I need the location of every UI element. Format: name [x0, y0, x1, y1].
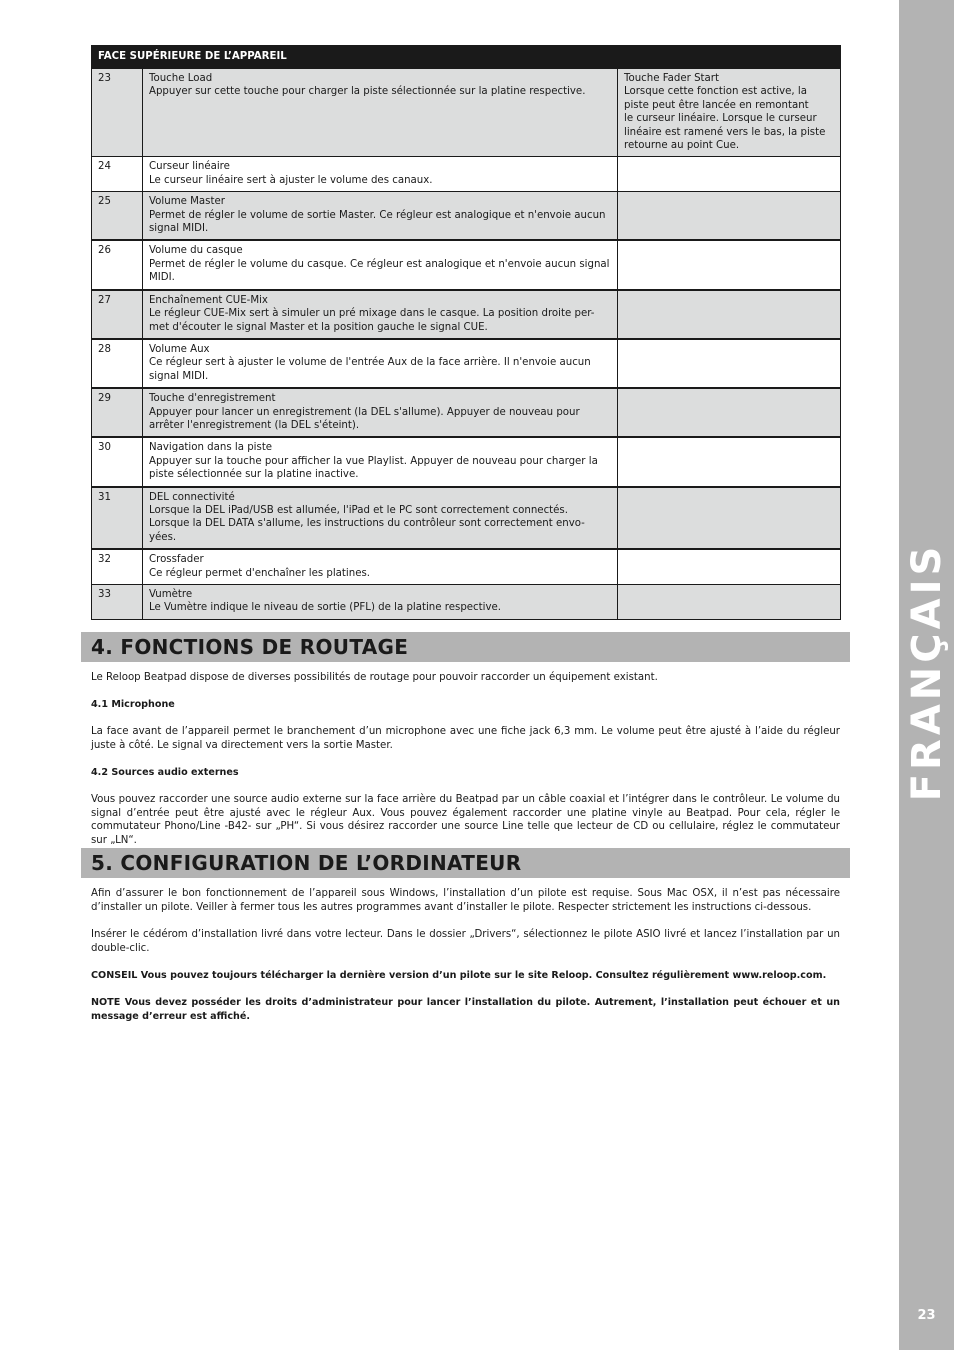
- section-4-title: 4. FONCTIONS DE ROUTAGE: [91, 635, 409, 659]
- row-description: [143, 339, 618, 388]
- control-description-line: Lorsque la DEL DATA s'allume, les instructions du contrôleur sont correctement envo-: [149, 518, 585, 530]
- row-number: 32: [92, 549, 143, 584]
- control-description-line: Appuyer sur cette touche pour charger la piste sélectionnée sur la platine respective.: [149, 86, 586, 98]
- language-label: FRANÇAIS: [904, 542, 950, 802]
- control-description-line: Appuyer pour lancer un enregistrement (la DEL s'allume). Appuyer de nouveau pour: [149, 406, 580, 418]
- control-name: Enchaînement CUE-Mix: [149, 294, 268, 306]
- section-5-paragraph-1: Afin d’assurer le bon fonctionnement de l’appareil sous Windows, l’installation d’un pilote est requise. Sous Mac OSX, il n’est pas nécessaire d’installer un pilote. Veiller à fermer tous les autres programmes avant d’installer le pilote. Respecter strictement les instructions ci-dessous.: [91, 888, 840, 913]
- subsection-4-2-text: Vous pouvez raccorder une source audio externe sur la face arrière du Beatpad par un câble coaxial et l’intégrer dans le contrôleur. Le volume du signal d’entrée peut être ajusté avec le régleur Aux. Vous pouvez également raccorder une platine vinyle au Beatpad. Pour cela, régler le commutateur Phono/Line -B42- sur „PH“. Si vous désirez raccorder une source Line telle que lecteur de CD ou cellulaire, réglez le commutateur sur „LN“.: [91, 794, 840, 846]
- row-number: 27: [92, 290, 143, 339]
- table-row: [92, 388, 841, 437]
- table-row: [92, 192, 841, 241]
- table-row: [92, 487, 841, 550]
- section-5-heading-bar: [81, 848, 850, 878]
- row-description: [143, 388, 618, 437]
- subsection-4-1-title: 4.1 Microphone: [91, 699, 175, 710]
- row-description: [143, 157, 618, 192]
- section-5-paragraph-2: Insérer le cédérom d’installation livré dans votre lecteur. Dans le dossier „Drivers“, sélectionnez le pilote ASIO livré et lancez l’installation par un double-clic.: [91, 929, 840, 954]
- control-description-line: met d'écouter le signal Master et la position gauche le signal CUE.: [149, 321, 488, 333]
- table-row: [92, 290, 841, 339]
- control-name: Volume Aux: [149, 343, 210, 355]
- control-description-line: Ce régleur sert à ajuster le volume de l'entrée Aux de la face arrière. Il n'envoie aucun: [149, 357, 591, 369]
- table-row: [92, 437, 841, 486]
- control-description-line: Appuyer sur la touche pour afficher la vue Playlist. Appuyer de nouveau pour charger la: [149, 455, 598, 467]
- control-name: Touche d'enregistrement: [149, 393, 276, 405]
- row-extra-function: [618, 240, 841, 289]
- row-extra-function: [618, 487, 841, 550]
- row-description: [143, 290, 618, 339]
- control-name: Crossfader: [149, 554, 204, 566]
- row-description: [143, 192, 618, 241]
- control-description-line: signal MIDI.: [149, 370, 209, 382]
- row-number: 25: [92, 192, 143, 241]
- table-row: [92, 585, 841, 620]
- control-name: Curseur linéaire: [149, 161, 230, 173]
- subsection-4-2-title: 4.2 Sources audio externes: [91, 767, 239, 778]
- row-number: 33: [92, 585, 143, 620]
- extra-function-line: piste peut être lancée en remontant: [624, 99, 809, 111]
- control-description-line: Le curseur linéaire sert à ajuster le volume des canaux.: [149, 174, 433, 186]
- row-description: [143, 69, 618, 157]
- row-extra-function: [618, 437, 841, 486]
- control-description-line: Permet de régler le volume de sortie Master. Ce régleur est analogique et n'envoie aucun: [149, 209, 606, 221]
- tip-note: CONSEIL Vous pouvez toujours télécharger la dernière version d’un pilote sur le site Reloop. Consultez régulièrement www.reloop.com.: [91, 970, 827, 981]
- row-extra-function: [618, 290, 841, 339]
- row-number: 28: [92, 339, 143, 388]
- control-name: Navigation dans la piste: [149, 442, 273, 454]
- control-description-line: Lorsque la DEL iPad/USB est allumée, l'iPad et le PC sont correctement connectés.: [149, 504, 568, 516]
- table-row: [92, 69, 841, 157]
- control-description-line: yées.: [149, 531, 177, 543]
- control-name: Volume du casque: [149, 245, 243, 257]
- control-name: Touche Load: [149, 73, 213, 84]
- table-header: FACE SUPÉRIEURE DE L’APPAREIL: [92, 46, 841, 69]
- row-description: [143, 240, 618, 289]
- section-5-title: 5. CONFIGURATION DE L’ORDINATEUR: [91, 851, 522, 875]
- table-row: [92, 339, 841, 388]
- row-number: 26: [92, 240, 143, 289]
- control-description-line: MIDI.: [149, 272, 175, 284]
- row-number: 29: [92, 388, 143, 437]
- row-number: 31: [92, 487, 143, 550]
- control-description-line: arrêter l'enregistrement (la DEL s'éteint).: [149, 419, 360, 431]
- row-number: 23: [92, 69, 143, 157]
- control-name: DEL connectivité: [149, 491, 235, 503]
- subsection-4-1-text: La face avant de l’appareil permet le branchement d’un microphone avec une fiche jack 6,3 mm. Le volume peut être ajusté à l’aide du régleur juste à côté. Le signal va directement vers la sortie Master.: [91, 726, 840, 751]
- table-row: [92, 157, 841, 192]
- row-description: [143, 549, 618, 584]
- control-description-line: signal MIDI.: [149, 223, 209, 235]
- row-number: 24: [92, 157, 143, 192]
- control-name: Vumètre: [149, 589, 193, 600]
- table-row: [92, 240, 841, 289]
- row-extra-function: [618, 549, 841, 584]
- extra-function-line: linéaire est ramené vers le bas, la piste: [624, 126, 826, 138]
- control-description-line: Permet de régler le volume du casque. Ce régleur est analogique et n'envoie aucun signal: [149, 258, 610, 270]
- section-4-intro: Le Reloop Beatpad dispose de diverses possibilités de routage pour pouvoir raccorder un équipement existant.: [91, 672, 658, 683]
- extra-function-line: le curseur linéaire. Lorsque le curseur: [624, 113, 817, 125]
- extra-function-line: Lorsque cette fonction est active, la: [624, 86, 807, 98]
- row-extra-function: [618, 69, 841, 157]
- row-description: [143, 585, 618, 620]
- extra-function-line: retourne au point Cue.: [624, 140, 740, 152]
- extra-function-line: Touche Fader Start: [624, 73, 719, 84]
- admin-note: NOTE Vous devez posséder les droits d’administrateur pour lancer l’installation du pilote. Autrement, l’installation peut échouer et un message d’erreur est affiché.: [91, 997, 840, 1022]
- table-row: [92, 549, 841, 584]
- page-number: 23: [917, 1308, 936, 1323]
- row-description: [143, 437, 618, 486]
- row-extra-function: [618, 585, 841, 620]
- row-number: 30: [92, 437, 143, 486]
- controls-table: [91, 45, 841, 620]
- row-extra-function: [618, 192, 841, 241]
- control-description-line: Ce régleur permet d'enchaîner les platines.: [149, 567, 371, 579]
- row-extra-function: [618, 339, 841, 388]
- control-name: Volume Master: [149, 196, 225, 208]
- section-4-heading-bar: [81, 632, 850, 662]
- row-extra-function: [618, 388, 841, 437]
- control-description-line: piste sélectionnée sur la platine inactive.: [149, 469, 359, 481]
- control-description-line: Le Vumètre indique le niveau de sortie (PFL) de la platine respective.: [149, 602, 502, 614]
- control-description-line: Le régleur CUE-Mix sert à simuler un pré mixage dans le casque. La position droite per-: [149, 308, 595, 320]
- row-description: [143, 487, 618, 550]
- row-extra-function: [618, 157, 841, 192]
